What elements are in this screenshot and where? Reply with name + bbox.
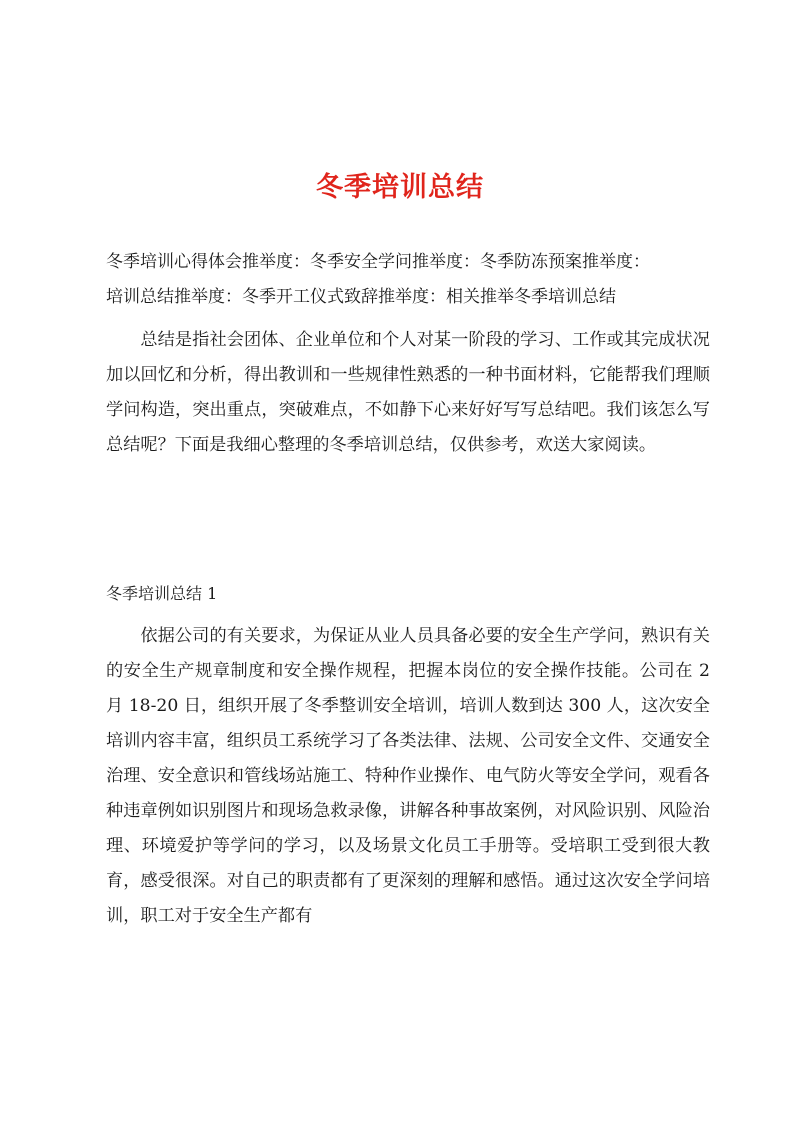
intro-paragraph: 总结是指社会团体、企业单位和个人对某一阶段的学习、工作或其完成状况加以回忆和分析，得出教训和一些规律性熟悉的一种书面材料，它能帮我们理顺学问构造，突出重点，突破难点，不如静下心来好好写写总结吧。我们该怎么写总结呢？下面是我细心整理的冬季培训总结，仅供参考，欢送大家阅读。 [106, 330, 710, 455]
recommend-line[interactable]: 冬季培训心得体会推举度：冬季安全学问推举度：冬季防冻预案推举度： [106, 252, 650, 272]
intro-paragraph-block [106, 323, 710, 463]
document-title: 冬季培训总结 [316, 172, 484, 203]
section-body [106, 619, 710, 934]
section-heading: 冬季培训总结 1 [106, 584, 218, 603]
recommend-line[interactable]: 培训总结推举度：冬季开工仪式致辞推举度：相关推举冬季培训总结 [106, 287, 616, 307]
section-paragraph: 依据公司的有关要求，为保证从业人员具备必要的安全生产学问，熟识有关的安全生产规章制度和安全操作规程，把握本岗位的安全操作技能。公司在 2 月 18-20 日，组织开展了冬季整训安全培训，培训人数到达 300 人，这次安全培训内容丰富，组织员工系统学习了各类法律、法规、公司安全文件、交通安全治理、安全意识和管线场站施工、特种作业操作、电气防火等安全学问，观看各种违章例如识别图片和现场急救录像，讲解各种事故案例，对风险识别、风险治理、环境爱护等学问的学习，以及场景文化员工手册等。受培职工受到很大教育，感受很深。对自己的职责都有了更深刻的理解和感悟。通过这次安全学问培训，职工对于安全生产都有 [106, 626, 710, 926]
recommend-links [106, 245, 706, 315]
